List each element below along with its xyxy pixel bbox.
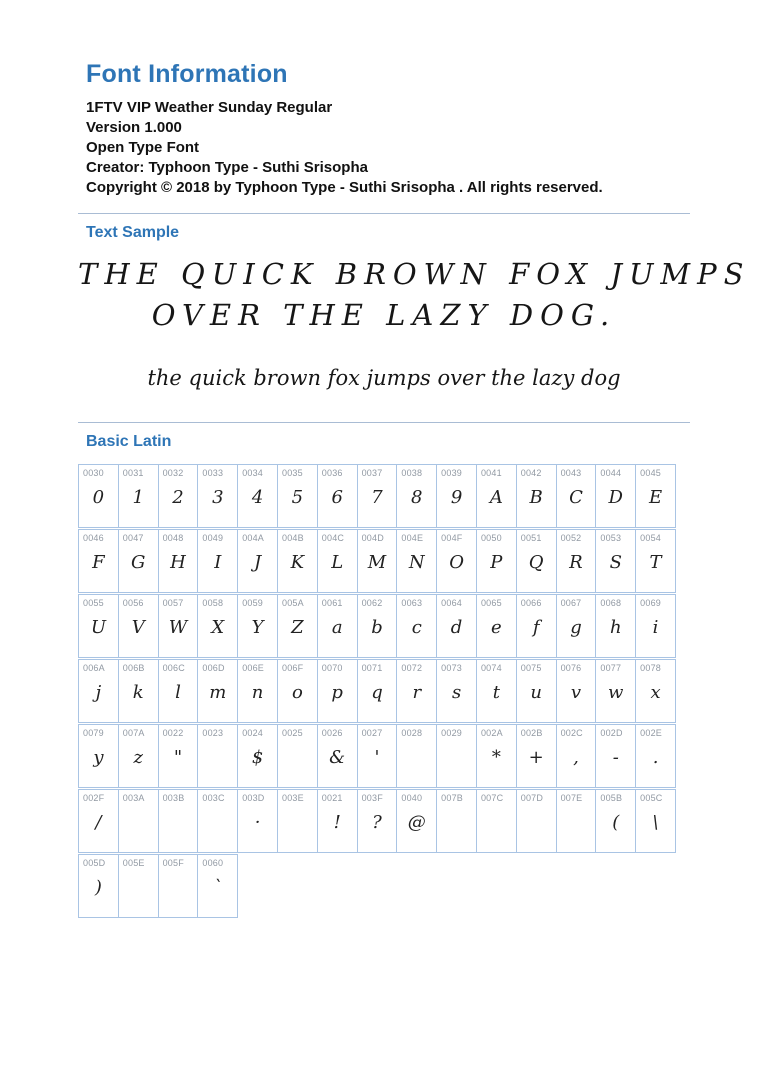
glyph-code-label: 0050 [480,533,502,543]
glyph-code-label: 004C [321,533,345,543]
glyph-cell [556,529,597,593]
glyph-code-label: 0056 [122,598,144,608]
glyph-cell [595,659,636,723]
glyph-sample: 7 [371,487,383,508]
glyph-cell [237,789,278,853]
glyph-cell [635,594,676,658]
glyph-code-label: 0045 [640,468,661,478]
glyph-sample: z [133,747,143,768]
glyph-code-label: 0037 [361,468,383,478]
glyph-cell [595,464,636,528]
glyph-code-label: 003A [122,793,145,803]
glyph-cell [118,529,159,593]
glyph-code-label: 007D [520,793,544,803]
glyph-code-label: 0076 [560,663,582,673]
glyph-cell [516,724,557,788]
glyph-sample: - [612,747,619,768]
glyph-cell [436,464,477,528]
glyph-code-label: 002C [560,728,583,738]
sample-lowercase: the quick brown fox jumps over the lazy dog [147,366,621,390]
glyph-sample: · [254,812,261,833]
glyph-cell [118,464,159,528]
glyph-code-label: 0072 [401,663,423,673]
glyph-code-label: 0031 [122,468,144,478]
glyph-code-label: 0047 [122,533,144,543]
glyph-code-label: 0021 [321,793,343,803]
glyph-cell [396,464,437,528]
glyph-sample: V [131,617,145,638]
glyph-code-label: 0036 [321,468,343,478]
glyph-sample: Q [528,552,544,573]
glyph-cell [78,529,119,593]
glyph-sample: U [90,617,106,638]
glyph-code-label: 0079 [83,728,104,738]
glyph-code-label: 005B [600,793,623,803]
glyph-sample: p [331,682,343,703]
glyph-cell [357,724,398,788]
glyph-cell [516,529,557,593]
glyph-cell [158,854,199,918]
glyph-cell [357,594,398,658]
glyph-cell [237,529,278,593]
glyph-code-label: 0043 [560,468,582,478]
glyph-code-label: 004A [242,533,265,543]
glyph-cell [595,789,636,853]
glyph-sample: o [291,682,303,703]
glyph-code-label: 0032 [162,468,184,478]
section-divider [78,213,690,214]
glyph-sample: q [371,682,383,703]
glyph-sample: x [650,682,661,703]
glyph-code-label: 004B [281,533,304,543]
glyph-cell [635,464,676,528]
glyph-sample: Y [251,617,264,638]
glyph-sample: " [173,747,183,768]
glyph-sample: H [170,552,186,573]
glyph-cell [118,659,159,723]
text-sample-heading: Text Sample [86,224,180,241]
glyph-sample: @ [407,812,426,833]
glyph-code-label: 006F [281,663,304,673]
glyph-sample: J [253,552,262,573]
glyph-cell [158,529,199,593]
glyph-code-label: 0029 [441,728,462,738]
font-name: 1FTV VIP Weather Sunday Regular [86,99,333,116]
glyph-code-label: 0071 [361,663,383,673]
glyph-sample: * [491,747,501,768]
glyph-cell [476,659,517,723]
glyph-sample: / [95,812,102,833]
glyph-cell [595,594,636,658]
glyph-sample: t [492,682,500,703]
glyph-sample: A [489,487,503,508]
sample-uppercase-line2: OVER THE LAZY DOG. [151,298,617,332]
glyph-sample: I [214,552,222,573]
glyph-sample: f [532,617,540,638]
glyph-code-label: 0044 [600,468,622,478]
glyph-code-label: 0035 [281,468,303,478]
basic-latin-heading: Basic Latin [86,433,172,450]
glyph-sample: ) [94,877,102,898]
glyph-cell [635,789,676,853]
glyph-sample: 1 [132,487,144,508]
glyph-cell [556,724,597,788]
glyph-code-label: 0023 [202,728,224,738]
glyph-cell [436,659,477,723]
glyph-code-label: 0055 [83,598,104,608]
glyph-cell [436,724,477,788]
glyph-code-label: 0053 [600,533,622,543]
glyph-cell [317,464,358,528]
glyph-sample: c [411,617,422,638]
glyph-cell [396,724,437,788]
glyph-cell [516,594,557,658]
glyph-cell [635,659,676,723]
glyph-sample: N [408,552,425,573]
glyph-cell [78,724,119,788]
glyph-code-label: 0027 [361,728,383,738]
glyph-cell [317,594,358,658]
glyph-code-label: 003D [242,793,265,803]
glyph-code-label: 002E [640,728,662,738]
glyph-cell [357,464,398,528]
glyph-code-label: 005E [122,858,145,868]
glyph-cell [277,659,318,723]
glyph-cell [197,854,238,918]
glyph-cell [197,464,238,528]
section-divider [78,422,690,423]
glyph-sample: u [530,682,542,703]
glyph-cell [317,789,358,853]
glyph-cell [158,464,199,528]
glyph-code-label: 0046 [83,533,104,543]
glyph-code-label: 0048 [162,533,184,543]
glyph-sample: k [132,682,144,703]
glyph-code-label: 003B [162,793,185,803]
font-copyright: Copyright © 2018 by Typhoon Type - Suthi Srisopha . All rights reserved. [86,179,603,196]
glyph-code-label: 003E [281,793,304,803]
glyph-cell [277,464,318,528]
glyph-cell [158,789,199,853]
glyph-sample: 4 [251,487,264,508]
glyph-code-label: 0024 [242,728,264,738]
glyph-code-label: 002A [480,728,503,738]
glyph-cell [556,464,597,528]
glyph-code-label: 0059 [242,598,264,608]
glyph-code-label: 007A [122,728,145,738]
glyph-code-label: 006A [83,663,105,673]
glyph-sample: . [652,747,659,768]
glyph-code-label: 004E [401,533,424,543]
glyph-cell [556,594,597,658]
glyph-code-label: 0065 [480,598,502,608]
glyph-cell [78,464,119,528]
glyph-code-label: 007B [441,793,463,803]
glyph-cell [317,724,358,788]
glyph-sample: n [251,682,264,703]
glyph-code-label: 002D [600,728,623,738]
glyph-sample: 0 [92,487,105,508]
glyph-cell [118,724,159,788]
glyph-cell [595,724,636,788]
glyph-cell [516,789,557,853]
glyph-code-label: 0061 [321,598,343,608]
glyph-cell [476,529,517,593]
glyph-cell [516,464,557,528]
page-title: Font Information [86,60,288,88]
glyph-code-label: 0028 [401,728,423,738]
glyph-cell [396,659,437,723]
glyph-code-label: 0022 [162,728,184,738]
glyph-sample: M [367,552,387,573]
glyph-sample: 2 [172,487,184,508]
glyph-code-label: 0052 [560,533,582,543]
glyph-cell [595,529,636,593]
glyph-cell [396,594,437,658]
glyph-code-label: 0069 [640,598,661,608]
sample-uppercase-line1: THE QUICK BROWN FOX JUMPS [78,257,751,291]
glyph-cell [158,724,199,788]
glyph-sample: ' [374,747,380,768]
glyph-row [78,724,690,788]
glyph-sample: h [609,617,622,638]
glyph-cell [635,724,676,788]
glyph-cell [556,789,597,853]
glyph-sample: Z [291,617,304,638]
glyph-code-label: 005D [83,858,106,868]
glyph-cell [357,659,398,723]
glyph-code-label: 0068 [600,598,622,608]
glyph-code-label: 0026 [321,728,343,738]
glyph-sample: G [131,552,146,573]
glyph-cell [118,789,159,853]
glyph-sample: R [569,552,583,573]
glyph-cell [197,594,238,658]
glyph-code-label: 004D [361,533,384,543]
glyph-cell [476,789,517,853]
glyph-cell [396,789,437,853]
glyph-sample: ! [333,812,341,833]
glyph-code-label: 0042 [520,468,542,478]
glyph-row [78,854,690,918]
glyph-sample: v [570,682,582,703]
glyph-cell [476,464,517,528]
glyph-sample: T [649,552,662,573]
glyph-code-label: 0025 [281,728,303,738]
glyph-sample: ? [372,812,382,833]
glyph-code-label: 0039 [441,468,462,478]
glyph-cell [357,529,398,593]
glyph-sample: e [491,617,502,638]
glyph-cell [277,594,318,658]
glyph-sample: 5 [291,487,304,508]
glyph-code-label: 0034 [242,468,264,478]
glyph-sample: W [168,617,188,638]
glyph-sample: B [529,487,543,508]
glyph-grid [78,464,690,918]
glyph-code-label: 0041 [480,468,502,478]
glyph-code-label: 0060 [202,858,224,868]
glyph-sample: i [652,617,659,638]
glyph-cell [118,854,159,918]
glyph-sample: D [608,487,623,508]
glyph-cell [476,724,517,788]
glyph-cell [277,529,318,593]
glyph-code-label: 0074 [480,663,502,673]
font-creator: Creator: Typhoon Type - Suthi Srisopha [86,159,368,176]
glyph-sample: O [449,552,464,573]
glyph-code-label: 0051 [520,533,542,543]
glyph-code-label: 0030 [83,468,104,478]
glyph-sample: E [648,487,663,508]
glyph-sample: C [569,487,583,508]
glyph-code-label: 0073 [441,663,462,673]
glyph-code-label: 002B [520,728,543,738]
glyph-code-label: 007C [480,793,504,803]
glyph-code-label: 0070 [321,663,343,673]
glyph-cell [277,789,318,853]
glyph-cell [357,789,398,853]
glyph-cell [237,724,278,788]
glyph-cell [277,724,318,788]
glyph-sample: K [290,552,305,573]
glyph-sample: 6 [331,487,343,508]
glyph-code-label: 0058 [202,598,224,608]
glyph-sample: r [412,682,422,703]
glyph-code-label: 0077 [600,663,622,673]
font-info-block [78,98,690,198]
glyph-cell [317,529,358,593]
glyph-code-label: 0040 [401,793,423,803]
glyph-code-label: 002F [83,793,105,803]
glyph-cell [317,659,358,723]
glyph-code-label: 006C [162,663,185,673]
glyph-cell [396,529,437,593]
glyph-cell [635,529,676,593]
glyph-sample: \ [652,812,659,833]
glyph-sample: X [211,617,225,638]
glyph-row [78,659,690,723]
glyph-sample: 9 [450,487,463,508]
glyph-code-label: 006E [242,663,265,673]
glyph-sample: P [490,552,503,573]
glyph-cell [556,659,597,723]
glyph-code-label: 0063 [401,598,423,608]
glyph-sample: s [451,682,462,703]
glyph-sample: l [175,682,181,703]
glyph-code-label: 0049 [202,533,224,543]
glyph-row [78,789,690,853]
glyph-sample: g [570,617,582,638]
glyph-code-label: 006B [122,663,145,673]
glyph-cell [436,594,477,658]
glyph-code-label: 0075 [520,663,542,673]
glyph-sample: m [209,682,227,703]
glyph-cell [237,594,278,658]
glyph-cell [436,789,477,853]
glyph-code-label: 0054 [640,533,661,543]
glyph-cell [158,594,199,658]
glyph-code-label: 0064 [441,598,462,608]
glyph-row [78,464,690,528]
glyph-cell [197,529,238,593]
glyph-sample: , [573,747,579,768]
glyph-sample: y [93,747,104,768]
glyph-sample: F [92,552,105,573]
glyph-code-label: 0057 [162,598,184,608]
font-format: Open Type Font [86,139,200,156]
glyph-cell [78,854,119,918]
glyph-cell [118,594,159,658]
glyph-sample: S [609,552,622,573]
glyph-sample: 3 [212,487,224,508]
glyph-sample: d [450,617,463,638]
glyph-sample: b [371,617,383,638]
glyph-cell [197,789,238,853]
glyph-sample: L [331,552,344,573]
glyph-cell [78,789,119,853]
glyph-code-label: 0066 [520,598,542,608]
font-version: Version 1.000 [86,119,182,136]
glyph-code-label: 004F [441,533,463,543]
glyph-cell [158,659,199,723]
glyph-cell [197,724,238,788]
glyph-code-label: 003F [361,793,383,803]
glyph-sample: w [608,682,624,703]
glyph-cell [197,659,238,723]
glyph-code-label: 007E [560,793,583,803]
glyph-sample: ` [213,877,223,898]
glyph-code-label: 0033 [202,468,224,478]
glyph-sample: j [95,682,102,703]
glyph-sample: $ [251,747,264,768]
glyph-cell [436,529,477,593]
glyph-code-label: 003C [202,793,225,803]
glyph-sample: & [329,747,346,768]
glyph-code-label: 0038 [401,468,423,478]
glyph-cell [516,659,557,723]
glyph-sample: ( [612,812,620,833]
glyph-sample: a [331,617,343,638]
glyph-code-label: 005F [162,858,184,868]
glyph-code-label: 005C [640,793,663,803]
glyph-code-label: 005A [281,598,304,608]
glyph-cell [476,594,517,658]
glyph-cell [237,464,278,528]
glyph-row [78,529,690,593]
glyph-sample: + [528,747,544,768]
glyph-sample: 8 [411,487,423,508]
glyph-cell [78,594,119,658]
glyph-row [78,594,690,658]
glyph-code-label: 006D [202,663,225,673]
glyph-cell [78,659,119,723]
glyph-code-label: 0062 [361,598,383,608]
glyph-code-label: 0067 [560,598,582,608]
glyph-code-label: 0078 [640,663,661,673]
glyph-cell [237,659,278,723]
